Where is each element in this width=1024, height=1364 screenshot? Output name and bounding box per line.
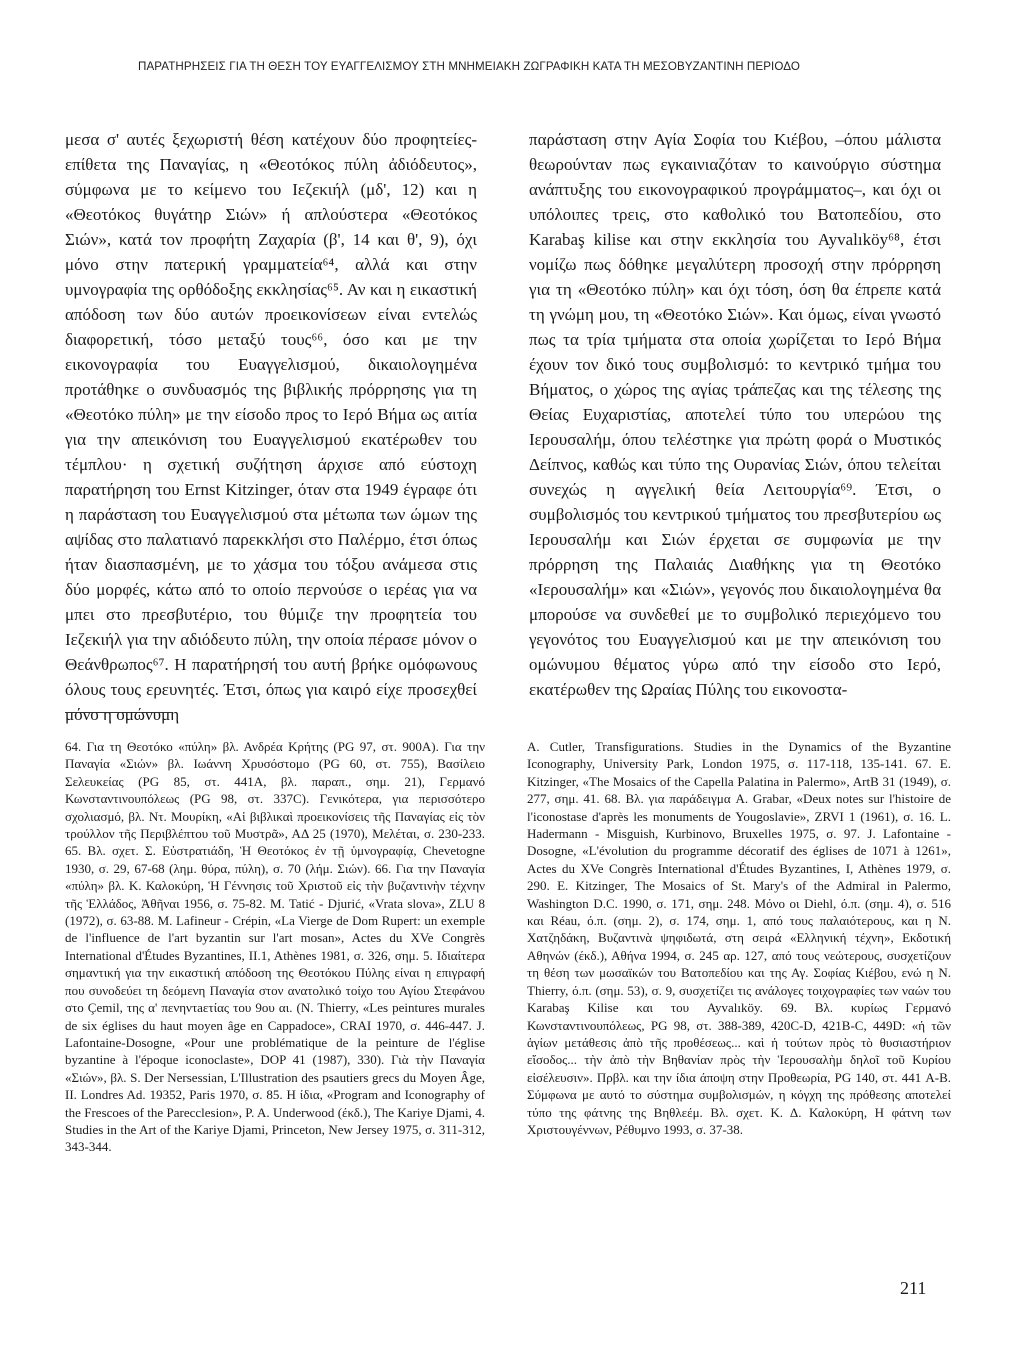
body-column-left [65,127,477,727]
page-number: 211 [900,1278,927,1298]
body-text-left: μεσα σ' αυτές ξεχωριστή θέση κατέχουν δύο προφητείες-επίθετα της Παναγίας, η «Θεοτόκος πύλη ἀδιόδευτος», σύμφωνα με το κείμενο του Ιεζεκιήλ (μδ', 12) και η «Θεοτόκος θυγάτηρ Σιών» ή απλούστερα «Θεοτόκος Σιών», κατά τον προφήτη Ζαχαρία (β', 14 και θ', 9), όχι μόνο στην πατερική γραμματεία⁶⁴, αλλά και στην υμνογραφία της ορθόδοξης εκκλησίας⁶⁵. Αν και η εικαστική απόδοση των δύο αυτών προεικονίσεων είναι εντελώς διαφορετική, τόσο μεταξύ τους⁶⁶, όσο και με την εικονογραφία του Ευαγγελισμού, δικαιολογημένα προτάθηκε ο συνδυασμός της βιβλικής πρόρρησης για τη «Θεοτόκο πύλη» με την είσοδο προς το Ιερό Βήμα ως αιτία για την απεικόνιση του Ευαγγελισμού εκατέρωθεν του τέμπλου· η σχετική συζήτηση άρχισε από εύστοχη παρατήρηση του Ernst Kitzinger, όταν στα 1949 έγραφε ότι η παράσταση του Ευαγγελισμού στα μέτωπα των ώμων της αψίδας στο παλατιανό παρεκκλήσι στο Παλέρμο, έτσι όπως ήταν διασπασμένη, με το χάσμα του τόξου ανάμεσα στις δύο μορφές, κάτω από το οποίο περνούσε ο ιερέας για να μπει στο πρεσβυτέριο, του θύμιζε την προφητεία του Ιεζεκιήλ για την αδιόδευτο πύλη, την οποία πέρασε μόνον ο Θεάνθρωπος⁶⁷. Η παρατήρησή του αυτή βρήκε ομόφωνους όλους τους ερευνητές. Έτσι, όπως για καιρό είχε προσεχθεί μόνο η ομώνυμη [65,130,477,724]
body-column-right [529,127,941,702]
footnotes-right [527,738,951,1138]
footnotes-left [65,738,485,1156]
body-text-right: παράσταση στην Αγία Σοφία του Κιέβου, –όπου μάλιστα θεωρούνταν πως εγκαινιαζόταν το καινούργιο σύστημα ανάπτυξης του εικονογραφικού προγράμματος–, και όχι οι υπόλοιπες τρεις, στο καθολικό του Βατοπεδίου, στο Karabaş kilise και στην εκκλησία του Ayvalıköy⁶⁸, έτσι νομίζω πως δόθηκε μεγαλύτερη προσοχή στην πρόρρηση για τη «Θεοτόκο πύλη» και όχι τόση, όση θα έπρεπε κατά τη γνώμη μου, τη «Θεοτόκο Σιών». Και όμως, είναι γνωστό πως τα τρία τμήματα στα οποία χωρίζεται το Ιερό Βήμα έχουν τον δικό τους συμβολισμό: το κεντρικό τμήμα του Βήματος, ο χώρος της αγίας τράπεζας και της τέλεσης της Θείας Ευχαριστίας, αποτελεί τύπο του υπερώου της Ιερουσαλήμ, όπου τελέστηκε για πρώτη φορά ο Μυστικός Δείπνος, καθώς και τύπο της Ουρανίας Σιών, όπου τελείται συνεχώς η αγγελική θεία Λειτουργία⁶⁹. Έτσι, ο συμβολισμός του κεντρικού τμήματος του πρεσβυτερίου ως Ιερουσαλήμ και Σιών έρχεται σε συμφωνία με την πρόρρηση της Παλαιάς Διαθήκης για τη Θεοτόκο «Ιερουσαλήμ» και «Σιών», γεγονός που δικαιολογημένα θα μπορούσε να συνδεθεί με το συμβολικό περιεχόμενο του γεγονότος του Ευαγγελισμού και με την απεικόνιση του ομώνυμου θέματος γύρω από την είσοδο στο Ιερό, εκατέρωθεν της Ωραίας Πύλης του εικονοστα- [529,130,941,699]
footnote-text-left: 64. Για τη Θεοτόκο «πύλη» βλ. Ανδρέα Κρήτης (PG 97, στ. 900A). Για την Παναγία «Σιών» βλ. Ιωάννη Χρυσόστομο (PG 60, στ. 755), Βασίλειο Σελευκείας (PG 85, στ. 441A, βλ. παραπ., σημ. 21), Γερμανό Κωνσταντινουπόλεως (PG 98, στ. 337C). Γενικότερα, για περισσότερο σχολιασμό, βλ. Ντ. Μουρίκη, «Αἱ βιβλικαὶ προεικονίσεις τῆς Παναγίας εἰς τὸν τρούλλον τῆς Περιβλέπτου τοῦ Μυστρᾶ», ΑΔ 25 (1970), Μελέται, σ. 230-233. 65. Βλ. σχετ. Σ. Εὐστρατιάδη, Ἡ Θεοτόκος ἐν τῇ ὑμνογραφίᾳ, Chevetogne 1930, σ. 29, 67-68 (λημ. θύρα, πύλη), σ. 70 (λήμ. Σιών). 66. Για την Παναγία «πύλη» βλ. Κ. Καλοκύρη, Ἡ Γέννησις τοῦ Χριστοῦ εἰς τὴν βυζαντινὴν τέχνην τῆς Ἑλλάδος, Ἀθῆναι 1956, σ. 75-82. M. Tatić - Djurić, «Vrata slova», ZLU 8 (1972), σ. 63-88. M. Lafineur - Crépin, «La Vierge de Dom Rupert: un exemple de l'influence de l'art byzantin sur l'art mosan», Actes du XVe Congrès International d'Études Byzantines, II.1, Athènes 1981, σ. 326, σημ. 5. Ιδιαίτερα σημαντική για την εικαστική απόδοση της Θεοτόκου Πύλης είναι η επιγραφή που συνοδεύει τη δεόμενη Παναγία στον ανατολικό τοίχο του Αγίου Στεφάνου στο Çemil, της α' πενηντaετίας του 9ου αι. (N. Thierry, «Les peintures murales de six églises du haut moyen âge en Cappadoce», CRAI 1970, σ. 446-447. J. Lafontaine-Dosogne, «Pour une problématique de la peinture de l'église byzantine à l'époque iconoclaste», DOP 41 (1987), 330). Γιὰ τὴν Παναγία «Σιών», βλ. S. Der Nersessian, L'Illustration des psautiers grecs du Moyen Âge, II. Londres Ad. 19352, Paris 1970, σ. 85. Η ίδια, «Program and Iconography of the Frescoes of the Parecclesion», P. A. Underwood (έκδ.), The Kariye Djami, 4. Studies in the Art of the Kariye Djami, Princeton, New Jersey 1975, σ. 311-312, 343-344. [65,739,485,1155]
running-header: ΠΑΡΑΤΗΡΗΣΕΙΣ ΓΙΑ ΤΗ ΘΕΣΗ ΤΟΥ ΕΥΑΓΓΕΛΙΣΜΟΥ ΣΤΗ ΜΝΗΜΕΙΑΚΗ ΖΩΓΡΑΦΙΚΗ ΚΑΤΑ ΤΗ ΜΕΣΟΒΥΖΑΝΤΙΝΗ ΠΕΡΙΟΔΟ [138,60,800,73]
footnote-separator [65,712,172,713]
footnote-text-right: A. Cutler, Transfigurations. Studies in the Dynamics of the Byzantine Iconography, University Park, London 1975, σ. 117-118, 135-141. 67. E. Kitzinger, «The Mosaics of the Capella Palatina in Palermo», ArtB 31 (1949), σ. 277, σημ. 41. 68. Βλ. για παράδειγμα A. Grabar, «Deux notes sur l'histoire de l'iconostase d'après les monuments de Yougoslavie», ZRVI 1 (1961), σ. 16. L. Hadermann - Misguish, Kurbinovo, Bruxelles 1975, σ. 97. J. Lafontaine - Dosogne, «L'évolution du programme décoratif des églises de 1071 à 1261», Actes du XVe Congrès International d'Études Byzantines, I, Athènes 1979, σ. 290. E. Kitzinger, The Mosaics of St. Mary's of the Admiral in Palermo, Washington D.C. 1990, σ. 171, σημ. 248. Μόνο οι Diehl, ό.π. (σημ. 4), σ. 516 και Réau, ό.π. (σημ. 2), σ. 174, σημ. 1, από τους παλαιότερους, και η Ν. Χατζηδάκη, Βυζαντινὰ ψηφιδωτά, στη σειρά «Ελληνική τέχνη», Εκδοτική Αθηνών (έκδ.), Αθήνα 1994, σ. 245 αρ. 127, από τους νεώτερους, συσχετίζουν τη θέση των μωσαϊκών του Βατοπεδίου και της Αγ. Σοφίας Κιέβου, ενώ η N. Thierry, ό.π. (σημ. 53), σ. 9, συσχετίζει τις ανάλογες τοιχογραφίες των ναών του Karabaş Kilise και του Ayvalıköy. 69. Βλ. κυρίως Γερμανό Κωνσταντινουπόλεως, PG 98, στ. 388-389, 420C-D, 421B-C, 449D: «ἡ τῶν ἁγίων μετάθεσις ἀπὸ τῆς προθέσεως... καὶ ἡ τούτων πρὸς τὸ θυσιαστήριον εἴσοδος... τὴν ἀπὸ τὴν Βηθανίαν πρὸς τὴν Ἱερουσαλὴμ δηλοῖ τοῦ Κυρίου εἰσέλευσιν». Πρβλ. και την ίδια άποψη στην Προθεωρία, PG 140, στ. 441 A-B. Σύμφωνα με αυτό το σύστημα συμβολισμών, η κόγχη της πρόθεσης αποτελεί τύπο της φάτνης της Βηθλεέμ. Βλ. σχετ. Κ. Δ. Καλοκύρη, Η φάτνη των Χριστουγέννων, Ρέθυμνο 1993, σ. 37-38. [527,739,951,1137]
